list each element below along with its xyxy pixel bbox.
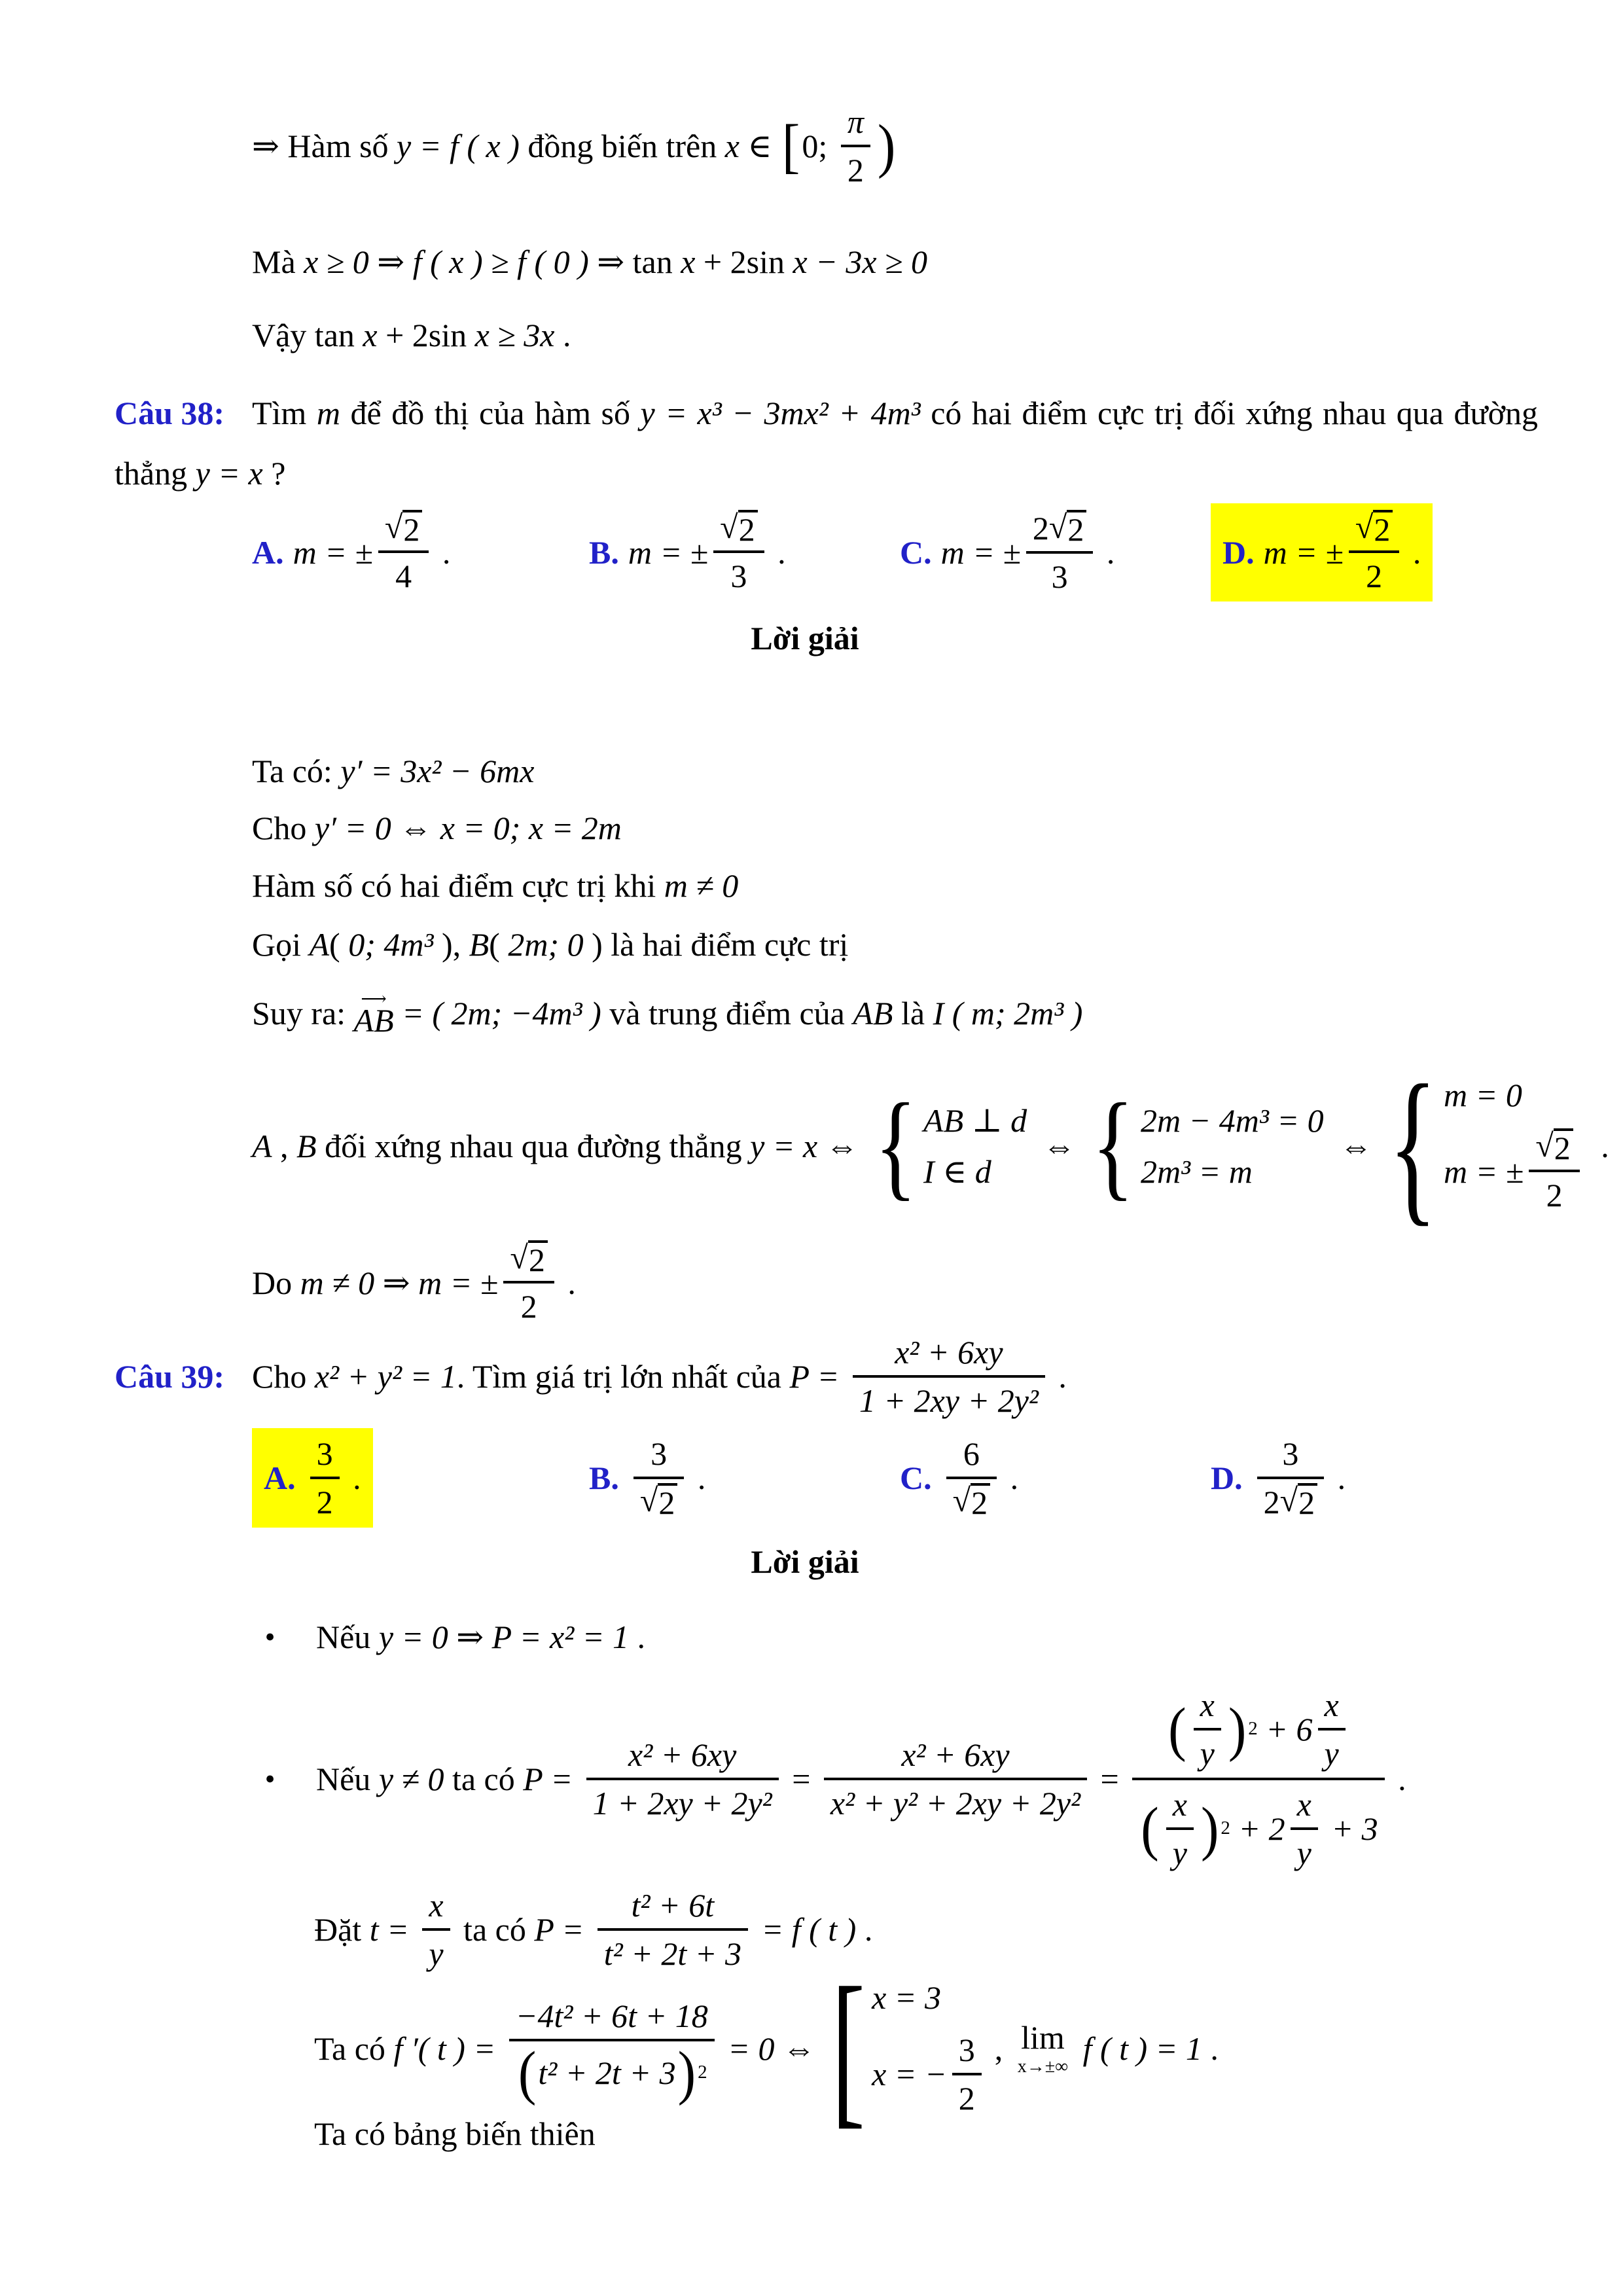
math-variable: m: [316, 395, 340, 431]
math-fraction: [1349, 509, 1399, 597]
math-fraction: [597, 1885, 748, 1974]
math-variable: x: [363, 317, 378, 353]
question-38: [115, 383, 1538, 503]
math-text: + 2sin: [377, 317, 475, 353]
math-variable: x = 3: [872, 1979, 942, 2016]
sqrt-sign: [385, 510, 422, 547]
math-text: Vậy tan: [252, 317, 363, 353]
math-variable: t² + 6t: [631, 1887, 715, 1924]
superscript: 2: [1221, 1818, 1230, 1839]
math-variable: x² + 6xy: [895, 1334, 1003, 1371]
option-letter: C.: [900, 1459, 932, 1496]
option-body: [1252, 1433, 1346, 1522]
math-variable: AB: [853, 994, 893, 1031]
math-variable: y = x: [750, 1127, 818, 1164]
question-39-label: Câu 39:: [115, 1358, 225, 1395]
math-variable: f ( t ) = 1: [1075, 2030, 1202, 2067]
math-variable: 2m − 4m³ = 0: [1140, 1102, 1324, 1139]
option-39-A-correct-highlighted[interactable]: [252, 1428, 373, 1528]
math-text: 2: [958, 2079, 975, 2117]
math-text: + 2sin: [695, 243, 793, 280]
math-text: 2: [1374, 511, 1391, 548]
option-letter: C.: [900, 534, 932, 571]
math-text: Nếu: [316, 1618, 379, 1655]
math-text: ) là hai điểm cực trị: [583, 925, 849, 963]
question-38-label: Câu 38:: [115, 395, 225, 431]
math-text: .: [1389, 1760, 1406, 1797]
math-fraction: [1166, 1784, 1194, 1873]
question-39-text: [252, 1332, 1067, 1421]
math-text: Đặt: [314, 1911, 370, 1948]
math-text: =: [1092, 1760, 1128, 1797]
math-text: Ta có:: [252, 753, 341, 789]
math-fraction: [1529, 1127, 1579, 1215]
math-text: Gọi: [252, 925, 310, 963]
math-variable: t² + 2t + 3: [538, 2054, 676, 2091]
math-variable: d: [974, 1153, 991, 1190]
math-text: 2: [658, 1484, 675, 1522]
math-variable: = ( 2m; −4m³ ): [393, 994, 601, 1031]
sqrt-sign: [1280, 1483, 1317, 1520]
math-text: 2: [1298, 1484, 1315, 1522]
math-text: .: [1404, 534, 1421, 571]
math-variable: x: [1296, 1785, 1311, 1823]
math-variable: 2m; 0: [508, 925, 584, 963]
math-text: ⇒: [377, 243, 413, 280]
math-text: (: [489, 925, 508, 963]
math-variable: = f ( t ): [753, 1911, 857, 1948]
option-letter: A.: [264, 1459, 296, 1496]
math-variable: m = ±: [628, 534, 709, 571]
math-variable: m = ±: [940, 534, 1021, 571]
math-text: .: [628, 1618, 645, 1655]
option-38-B[interactable]: [589, 509, 900, 597]
math-text: .: [1329, 1459, 1346, 1496]
math-text: 2: [1263, 1483, 1280, 1520]
math-variable: y: [1172, 1834, 1187, 1871]
option-38-A[interactable]: [252, 509, 589, 597]
solution-39-line-dat: [314, 1884, 872, 1975]
math-variable: P =: [523, 1760, 581, 1797]
math-variable: y = 0: [378, 1618, 457, 1655]
math-text: ⇒ Hàm số: [252, 127, 397, 164]
math-variable: = 0: [719, 2030, 775, 2067]
superscript: 2: [698, 2062, 707, 2083]
sqrt-sign: [640, 1483, 677, 1520]
solution-39-line-bbt: [314, 2114, 596, 2153]
math-variable: x: [429, 1887, 444, 1924]
math-text: có hai điểm cực trị đối xứng nhau qua đường thẳng: [115, 395, 1539, 492]
solution-38-line-6: [252, 1049, 1609, 1241]
math-variable: AB ⊥ d: [923, 1102, 1027, 1139]
math-text: 2: [738, 511, 755, 548]
math-text: Nếu: [316, 1760, 379, 1797]
math-text: .: [1098, 534, 1115, 571]
math-variable: x² + y² + 2xy + 2y²: [830, 1784, 1081, 1821]
math-variable: m = ±: [418, 1265, 499, 1301]
math-text: (: [329, 925, 349, 963]
sqrt-sign: [510, 1240, 547, 1278]
math-text: 6: [963, 1435, 980, 1473]
math-variable: m = ±: [1263, 534, 1344, 571]
math-text: ⇔: [817, 1127, 867, 1164]
math-text: ⇔: [399, 810, 440, 846]
math-variable: y = f ( x ): [397, 127, 520, 164]
sqrt-sign: [1049, 510, 1086, 547]
equation-system: [874, 1079, 1027, 1212]
math-variable: x ≥ 0: [304, 243, 378, 280]
option-letter: B.: [589, 1459, 619, 1496]
solution-39-bullet-1: [265, 1615, 645, 1658]
math-text: ⇒: [382, 1265, 419, 1301]
math-text: 0;: [802, 127, 836, 164]
math-text: 2: [971, 1484, 988, 1522]
big-delimiter: (: [1168, 1695, 1186, 1763]
math-text: ∈: [747, 127, 780, 164]
math-variable: x: [1172, 1785, 1187, 1823]
math-variable: y: [1296, 1834, 1311, 1871]
equation-system: [1388, 1049, 1585, 1241]
math-text: ∈: [942, 1153, 975, 1190]
solution-38-line-1: [252, 751, 534, 791]
math-text: 3: [958, 2031, 975, 2068]
math-text: 2: [520, 1288, 537, 1325]
math-fraction: [841, 101, 870, 190]
math-text: đồng biến trên: [519, 127, 725, 164]
math-text: .: [434, 534, 451, 571]
math-text: .: [769, 534, 786, 571]
math-variable: x = −: [872, 2055, 947, 2092]
sqrt-sign: [1355, 510, 1393, 547]
option-body: [305, 1433, 361, 1522]
math-text: 3: [651, 1435, 668, 1473]
math-fraction: [633, 1433, 684, 1522]
math-fraction: [509, 1996, 715, 2106]
option-body: [941, 1433, 1018, 1522]
math-fraction: [952, 2030, 982, 2119]
option-39-D[interactable]: [1211, 1433, 1346, 1522]
option-letter: D.: [1211, 1459, 1243, 1496]
solution-38-line-7: [252, 1237, 576, 1329]
option-body: [628, 509, 786, 597]
math-variable: B: [296, 1127, 317, 1164]
math-text: .: [1002, 1459, 1019, 1496]
math-variable: m = 0: [1444, 1077, 1522, 1114]
math-text: Suy ra:: [252, 994, 354, 1031]
math-variable: t =: [369, 1911, 418, 1948]
math-text: 2: [1067, 511, 1084, 548]
math-variable: x² + 6xy: [628, 1736, 737, 1773]
options-38: [252, 504, 1433, 601]
math-text: 2: [1546, 1176, 1563, 1213]
math-text: 4: [395, 558, 412, 595]
math-variable: 1 + 2xy + 2y²: [592, 1784, 772, 1821]
math-text: là: [893, 994, 933, 1031]
math-variable: y: [1200, 1734, 1215, 1772]
math-fraction: [1257, 1433, 1324, 1522]
math-variable: + 2: [1230, 1810, 1285, 1847]
math-fraction: [1291, 1784, 1318, 1873]
option-38-D-correct-highlighted[interactable]: [1211, 503, 1433, 602]
option-39-C[interactable]: [900, 1433, 1211, 1522]
solution-38-line-4: [252, 920, 848, 969]
intro-line-3: [252, 315, 571, 355]
big-delimiter: ): [1228, 1695, 1247, 1763]
equation-system: [1092, 1079, 1324, 1212]
math-variable: A: [309, 925, 330, 963]
math-variable: m ≠ 0: [300, 1265, 383, 1301]
math-fraction: [1026, 508, 1093, 597]
question-38-text: [115, 395, 1538, 492]
math-text: ta có: [444, 1760, 524, 1797]
math-fraction: [310, 1433, 340, 1522]
math-text: ,: [272, 1127, 297, 1164]
math-text: Hàm số có hai điểm cực trị khi: [252, 867, 664, 904]
math-text: ⇔: [1035, 1127, 1084, 1164]
math-text: 3: [1051, 558, 1068, 595]
math-variable: 1 + 2xy + 2y²: [859, 1382, 1039, 1419]
question-39: [115, 1327, 1067, 1426]
solution-38-line-2: [252, 808, 622, 848]
math-variable: + 6: [1257, 1710, 1313, 1748]
math-fraction: [853, 1332, 1045, 1421]
vector-with-arrow: ⟶ AB: [354, 1001, 394, 1039]
big-delimiter: ): [877, 111, 896, 179]
math-fraction: [713, 509, 764, 597]
limit-notation: lim x→±∞: [1017, 2018, 1069, 2077]
math-variable: y: [429, 1935, 444, 1972]
math-fraction: [586, 1734, 779, 1823]
math-text: 2: [528, 1241, 545, 1278]
bullet-2-text: [316, 1683, 1406, 1874]
math-variable: x ≥ 3x: [474, 317, 555, 353]
sqrt-sign: [1535, 1128, 1573, 1166]
intro-line-2: [252, 242, 927, 281]
math-text: .: [1050, 1358, 1067, 1395]
math-variable: x: [1324, 1686, 1339, 1723]
math-text: và trung điểm của: [601, 994, 853, 1031]
math-variable: x² + 6xy: [901, 1736, 1010, 1773]
bullet-icon: ●: [265, 1627, 276, 1645]
math-variable: x − 3x ≥ 0: [793, 243, 928, 280]
system-brace: {: [1388, 1049, 1438, 1241]
math-variable: I ( m; 2m³ ): [933, 994, 1083, 1031]
option-letter: B.: [589, 534, 619, 571]
math-fraction: [1194, 1685, 1221, 1774]
math-fraction: [946, 1433, 997, 1522]
option-body: [628, 1433, 705, 1522]
math-text: ⇒ tan: [597, 243, 681, 280]
big-delimiter: (: [1141, 1794, 1159, 1862]
math-text: ?: [262, 455, 286, 492]
math-variable: x² + y² = 1: [314, 1358, 457, 1395]
math-text: ⇔: [1331, 1127, 1381, 1164]
math-variable: y = x³ − 3mx² + 4m³: [640, 395, 921, 431]
math-text: Cho: [252, 810, 315, 846]
math-variable: A: [252, 1127, 272, 1164]
math-variable: B: [469, 925, 490, 963]
math-variable: y′ = 0: [314, 810, 400, 846]
math-fraction: [503, 1239, 554, 1327]
option-letter: A.: [252, 534, 284, 571]
math-text: ),: [433, 925, 469, 963]
system-brace: {: [1092, 1079, 1134, 1212]
math-text: 2: [316, 1483, 333, 1520]
option-body: [293, 509, 451, 597]
math-text: .: [344, 1459, 361, 1496]
math-text: . Tìm giá trị lớn nhất của: [456, 1358, 790, 1395]
math-text: ⇔: [774, 2030, 824, 2067]
math-fraction: [422, 1885, 450, 1974]
math-variable: y′ = 3x² − 6mx: [340, 753, 535, 789]
math-variable: m = ±: [1444, 1153, 1524, 1190]
math-variable: x: [724, 127, 748, 164]
math-text: Ta có bảng biến thiên: [314, 2115, 596, 2152]
math-variable: x: [1200, 1686, 1215, 1723]
system-brace: [: [831, 1952, 866, 2144]
math-text: 2: [1554, 1130, 1571, 1167]
math-text: Cho: [252, 1358, 315, 1395]
math-text: Tìm: [252, 395, 317, 431]
math-text: ⇒: [456, 1618, 492, 1655]
math-variable: P =: [534, 1911, 592, 1948]
math-text: .: [554, 317, 571, 353]
math-text: đối xứng nhau qua đường thẳng: [316, 1127, 751, 1164]
sqrt-sign: [953, 1483, 990, 1520]
big-delimiter: ): [677, 2038, 696, 2106]
math-variable: y = x: [195, 455, 263, 492]
math-text: =: [783, 1760, 819, 1797]
superscript: 2: [1248, 1718, 1258, 1739]
bullet-icon: ●: [265, 1769, 276, 1787]
math-text: .: [689, 1459, 706, 1496]
solution-38-line-5: [252, 985, 1082, 1041]
math-fraction: [824, 1734, 1087, 1823]
math-variable: y ≠ 0: [378, 1760, 444, 1797]
system-brace: {: [874, 1079, 918, 1212]
math-text: ,: [994, 2030, 1011, 2067]
math-text: 2: [1032, 510, 1049, 547]
bullet-1-text: [316, 1618, 645, 1656]
option-39-B[interactable]: [589, 1433, 900, 1522]
math-fraction: [1132, 1683, 1384, 1874]
solution-heading-39: Lời giải: [751, 1543, 859, 1580]
option-letter: D.: [1222, 534, 1255, 571]
math-text: .: [1592, 1127, 1609, 1164]
solution-heading-38: Lời giải: [751, 620, 859, 656]
math-fraction: [378, 509, 429, 597]
math-variable: 0; 4m³: [348, 925, 434, 963]
math-text: để đồ thị của hàm số: [340, 395, 641, 431]
option-body: [1264, 509, 1421, 597]
solution-38-line-3: [252, 866, 738, 905]
math-text: .: [856, 1911, 873, 1948]
option-38-C[interactable]: [900, 508, 1211, 597]
big-delimiter: (: [518, 2038, 537, 2106]
math-text: Mà: [252, 243, 304, 280]
math-variable: π: [847, 103, 864, 140]
big-delimiter: [: [781, 111, 800, 179]
math-text: ta có: [455, 1911, 535, 1948]
big-delimiter: ): [1200, 1794, 1219, 1862]
math-text: Ta có: [314, 2030, 394, 2067]
math-variable: + 3: [1323, 1810, 1378, 1847]
option-body: [941, 508, 1115, 597]
math-variable: m ≠ 0: [664, 867, 739, 904]
options-39: [252, 1430, 1346, 1525]
math-text: 2: [1366, 558, 1383, 595]
math-text: 3: [316, 1435, 333, 1472]
math-variable: P =: [789, 1358, 847, 1395]
math-variable: 2m³ = m: [1140, 1153, 1253, 1190]
math-variable: y: [1324, 1734, 1339, 1772]
math-variable: x = 0; x = 2m: [440, 810, 622, 846]
math-variable: t² + 2t + 3: [603, 1935, 741, 1972]
math-text: 2: [403, 511, 420, 548]
math-variable: x: [681, 243, 696, 280]
math-variable: m = ±: [293, 534, 373, 571]
solution-39-bullet-2: [265, 1682, 1406, 1875]
math-text: Do: [252, 1265, 300, 1301]
math-text: 3: [730, 558, 747, 595]
intro-line-1: [252, 98, 897, 193]
math-text: .: [1202, 2030, 1219, 2067]
math-variable: f ′( t ) =: [393, 2030, 504, 2067]
math-fraction: [1318, 1685, 1346, 1774]
math-text: .: [559, 1265, 576, 1301]
math-text: 3: [1282, 1435, 1299, 1472]
sqrt-sign: [720, 510, 757, 547]
equation-system: [831, 1952, 986, 2144]
math-text: 2: [847, 151, 864, 188]
math-variable: −4t² + 6t + 18: [515, 1998, 708, 2035]
math-variable: I: [923, 1153, 943, 1190]
math-variable: f ( x ) ≥ f ( 0 ): [412, 243, 597, 280]
math-variable: P = x² = 1: [491, 1618, 629, 1655]
